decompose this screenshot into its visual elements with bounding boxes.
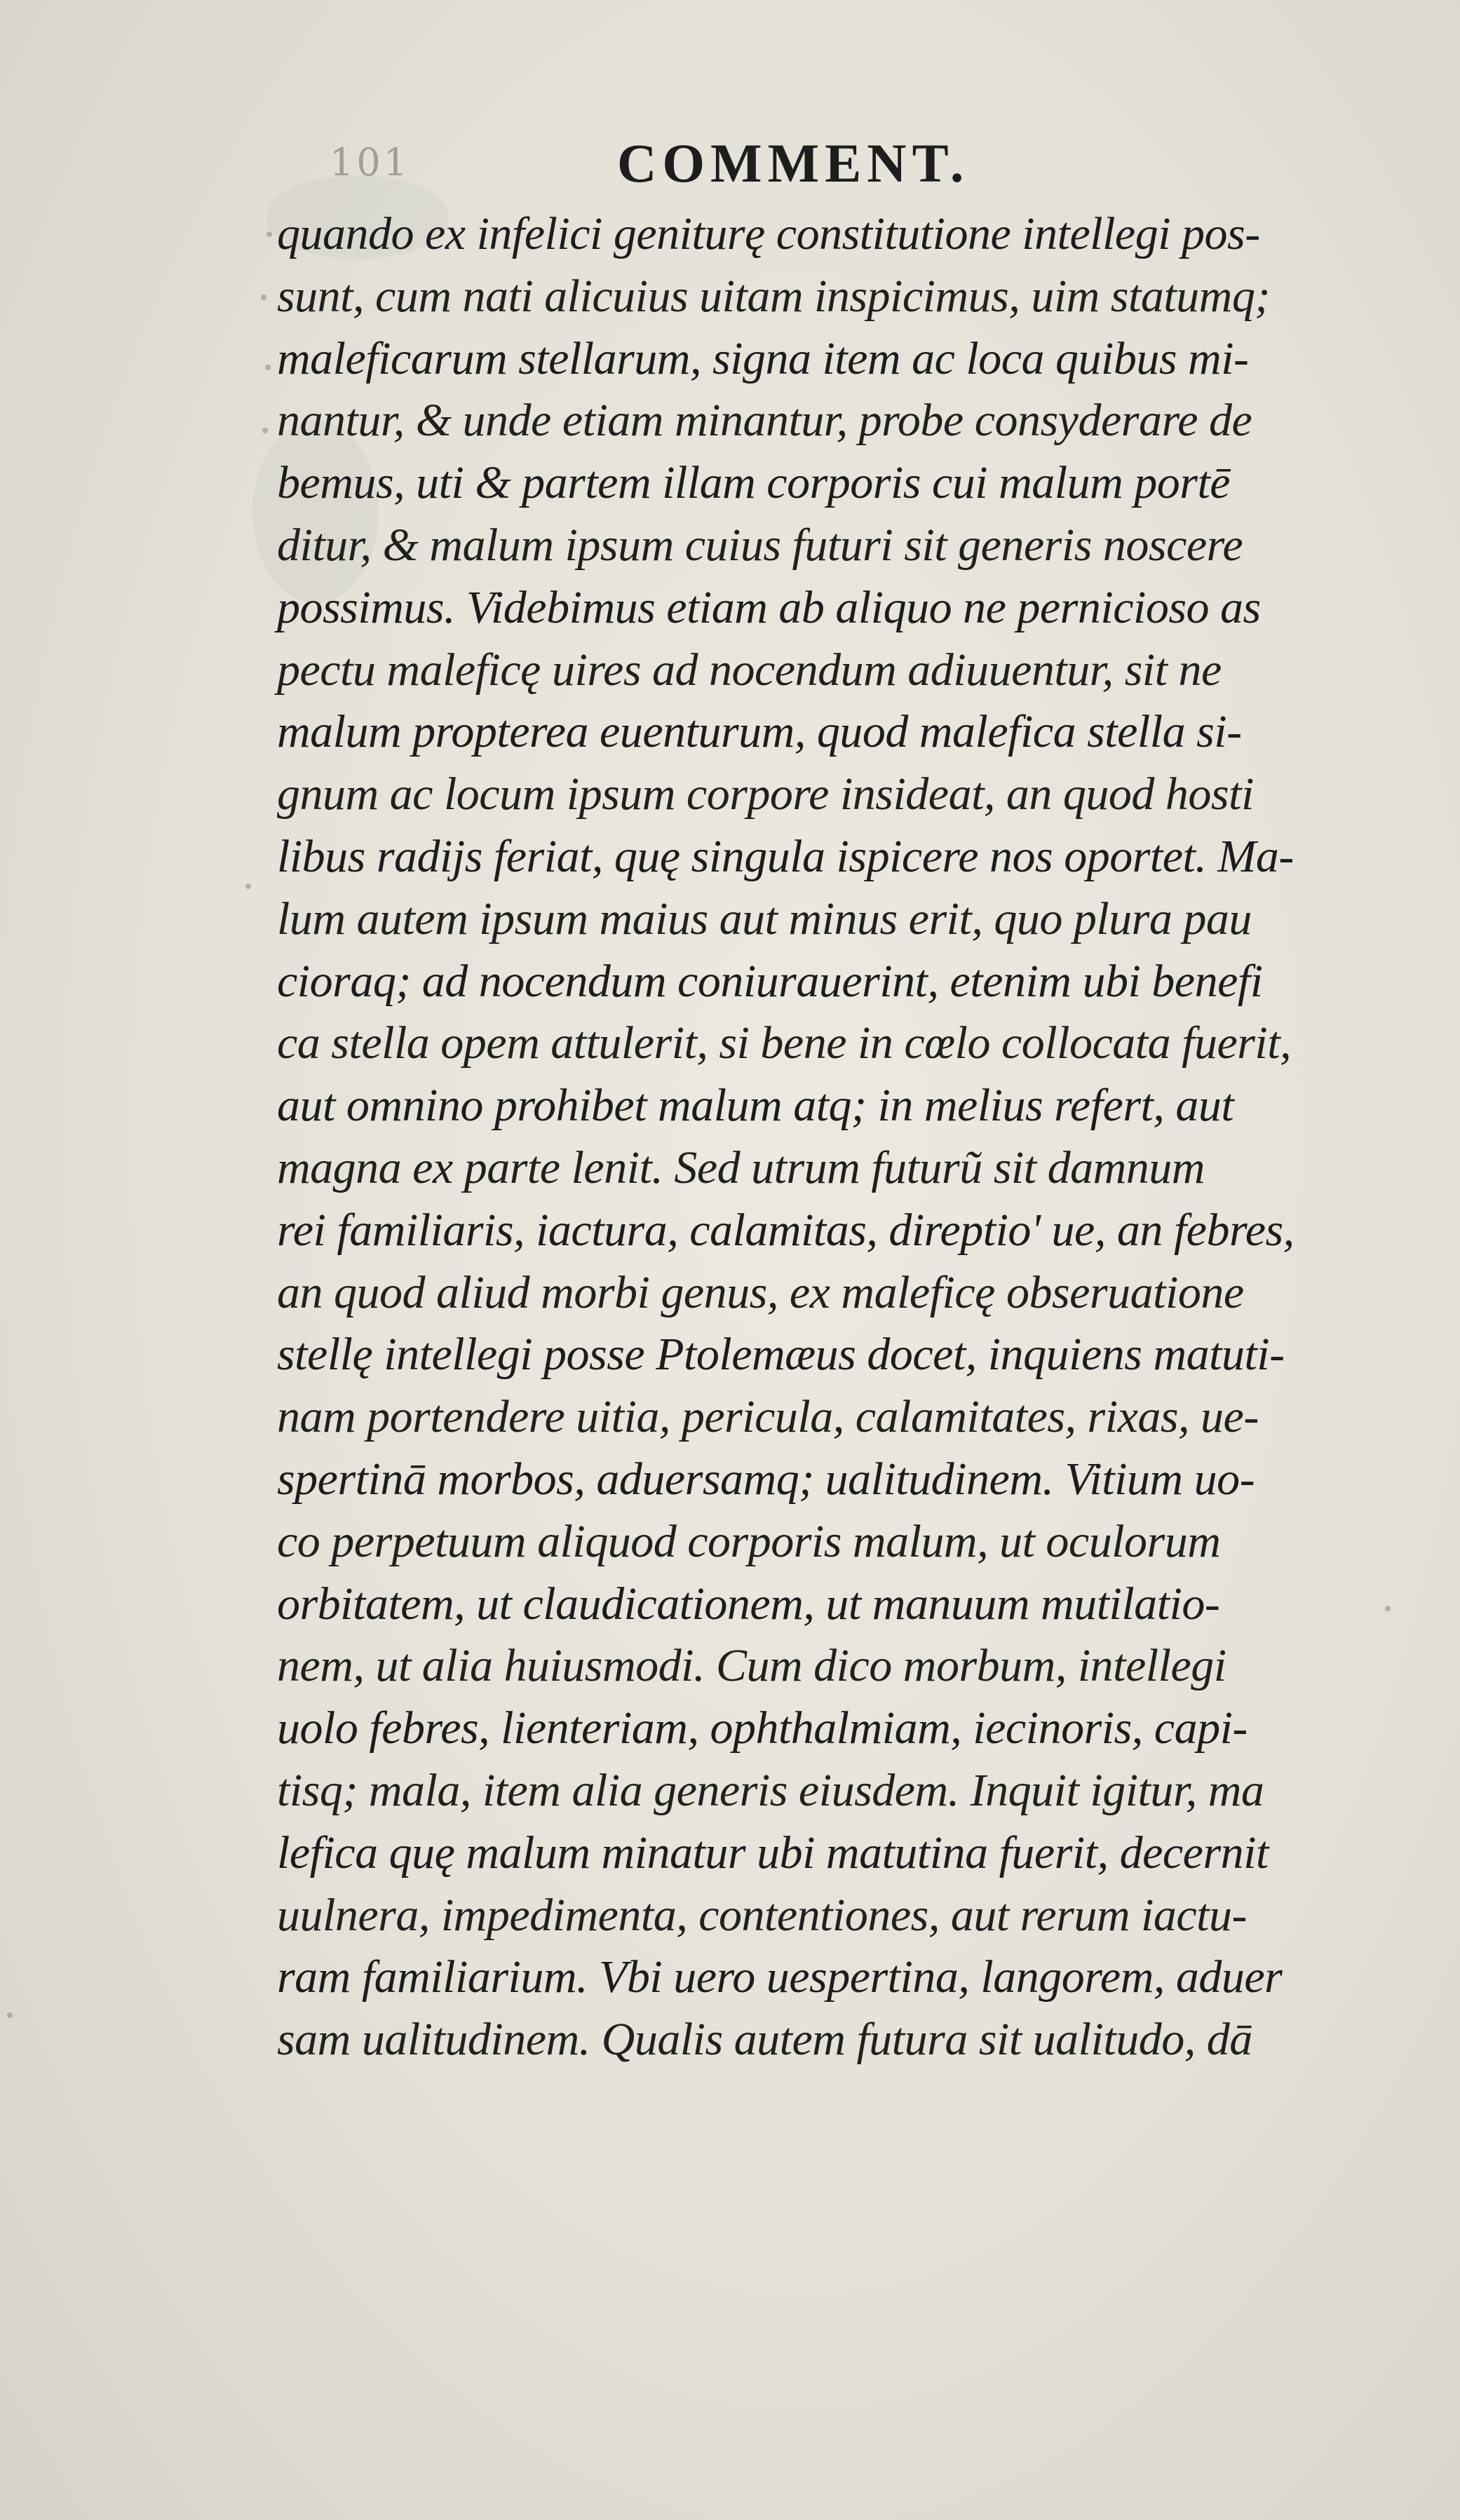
text-line: ram familiarium. Vbi uero uespertina, langorem, aduer bbox=[277, 1951, 1283, 2003]
margin-dot bbox=[1385, 1606, 1391, 1611]
margin-dot bbox=[265, 365, 271, 370]
margin-dot bbox=[245, 883, 251, 889]
text-line: gnum ac locum ipsum corpore insideat, an quod hosti bbox=[277, 768, 1254, 820]
text-line: stellę intellegi posse Ptolemæus docet, inquiens matuti- bbox=[277, 1329, 1285, 1381]
margin-dot bbox=[7, 2012, 13, 2018]
text-line: pectu maleficę uires ad nocendum adiuuentur, sit ne bbox=[277, 644, 1222, 696]
text-line: uolo febres, lienteriam, ophthalmiam, iecinoris, capi- bbox=[277, 1702, 1248, 1754]
text-line: ditur, & malum ipsum cuius futuri sit generis noscere bbox=[277, 519, 1243, 571]
text-line: co perpetuum aliquod corporis malum, ut oculorum bbox=[277, 1515, 1221, 1567]
text-line: maleficarum stellarum, signa item ac loca quibus mi- bbox=[277, 332, 1249, 384]
text-line: ca stella opem attulerit, si bene in cœlo collocata fuerit, bbox=[277, 1017, 1292, 1069]
text-line: nantur, & unde etiam minantur, probe consyderare de bbox=[277, 395, 1252, 447]
text-line: malum propterea euenturum, quod malefica stella si- bbox=[277, 706, 1242, 758]
text-line: bemus, uti & partem illam corporis cui malum portē bbox=[277, 457, 1231, 509]
text-line: sam ualitudinem. Qualis autem futura sit ualitudo, dā bbox=[277, 2014, 1252, 2066]
text-line: possimus. Videbimus etiam ab aliquo ne pernicioso as bbox=[277, 581, 1261, 633]
text-line: spertinā morbos, aduersamq; ualitudinem. Vitium uo- bbox=[277, 1453, 1255, 1505]
running-head: COMMENT. bbox=[617, 133, 970, 194]
text-line: rei familiaris, iactura, calamitas, direptio' ue, an febres, bbox=[277, 1204, 1295, 1256]
text-line: lefica quę malum minatur ubi matutina fuerit, decernit bbox=[277, 1827, 1269, 1878]
text-line: aut omnino prohibet malum atq; in melius refert, aut bbox=[277, 1080, 1234, 1132]
text-line: orbitatem, ut claudicationem, ut manuum mutilatio- bbox=[277, 1578, 1220, 1630]
text-line: lum autem ipsum maius aut minus erit, quo plura pau bbox=[277, 893, 1252, 944]
text-block bbox=[277, 203, 1385, 2071]
margin-dot bbox=[261, 294, 266, 300]
text-line: an quod aliud morbi genus, ex maleficę obseruatione bbox=[277, 1266, 1244, 1318]
text-line: nem, ut alia huiusmodi. Cum dico morbum, intellegi bbox=[277, 1640, 1226, 1692]
text-line: libus radijs feriat, quę singula ispicere nos oportet. Ma- bbox=[277, 830, 1294, 882]
text-line: magna ex parte lenit. Sed utrum futurũ sit damnum bbox=[277, 1142, 1205, 1193]
margin-dot bbox=[262, 428, 268, 433]
text-line: cioraq; ad nocendum coniurauerint, etenim ubi benefi bbox=[277, 955, 1263, 1007]
text-line: tisq; mala, item alia generis eiusdem. Inquit igitur, ma bbox=[277, 1764, 1264, 1816]
folio-number: 101 bbox=[330, 140, 411, 184]
margin-dot bbox=[266, 231, 272, 237]
text-line: uulnera, impedimenta, contentiones, aut rerum iactu- bbox=[277, 1889, 1247, 1941]
text-line: sunt, cum nati alicuius uitam inspicimus, uim statumq; bbox=[277, 270, 1270, 322]
text-line: nam portendere uitia, pericula, calamitates, rixas, ue- bbox=[277, 1391, 1259, 1443]
text-line: quando ex infelici geniturę constitutione intellegi pos- bbox=[277, 208, 1260, 259]
